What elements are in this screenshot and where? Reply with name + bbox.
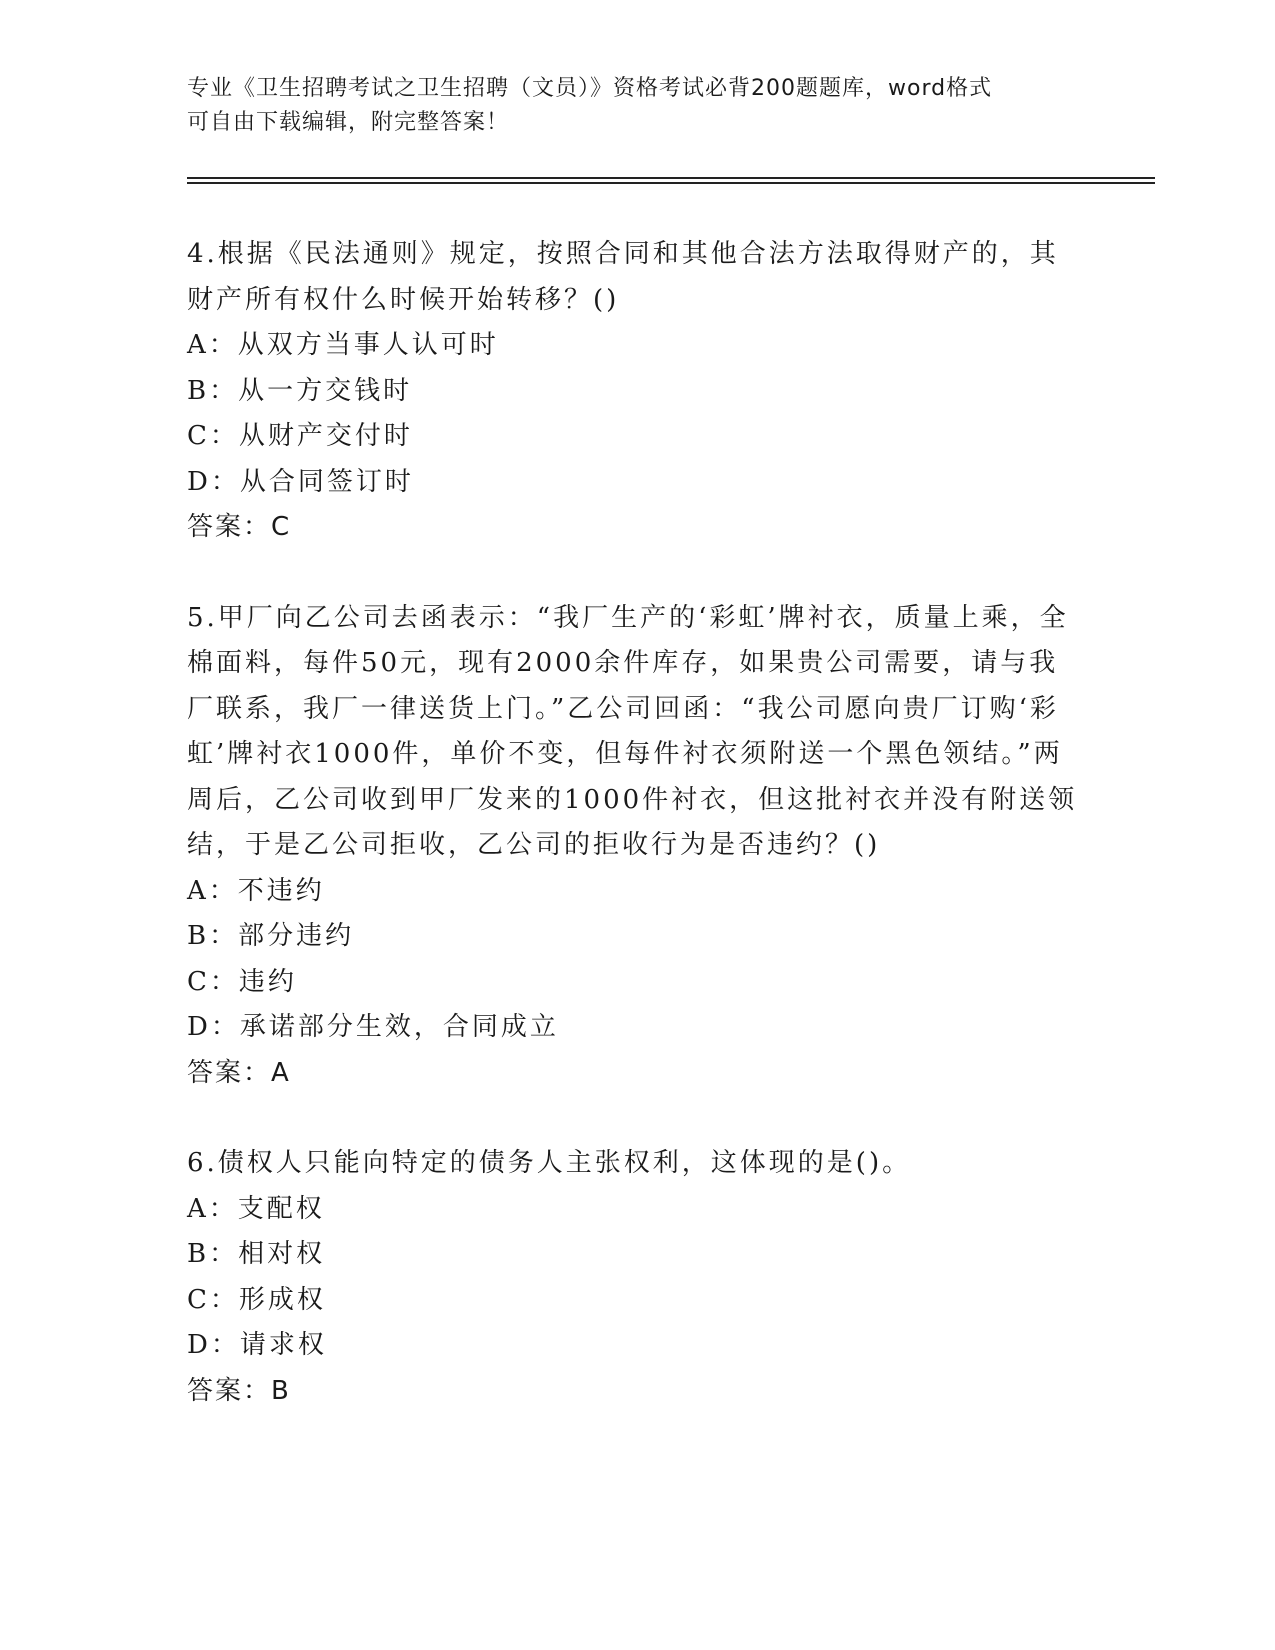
answer: 答案：B <box>187 1375 291 1406</box>
option-d: D：从合同签订时 <box>187 466 414 497</box>
option-c: C：形成权 <box>187 1284 326 1315</box>
header-divider-bottom <box>187 182 1155 184</box>
header-title-line2: 可自由下载编辑，附完整答案！ <box>187 110 510 135</box>
option-c: C：从财产交付时 <box>187 421 413 451</box>
question-list <box>187 232 1087 1459</box>
option-b: B：部分违约 <box>187 921 355 951</box>
question-6 <box>187 1141 1087 1414</box>
option-a: A：支配权 <box>187 1193 325 1224</box>
answer: 答案：C <box>187 512 292 542</box>
option-d: D：请求权 <box>187 1330 327 1360</box>
question-stem: 5.甲厂向乙公司去函表示：“我厂生产的‘彩虹’牌衬衣，质量上乘，全棉面料，每件50元，现有2000余件库存，如果贵公司需要，请与我厂联系，我厂一律送货上门。”乙公司回函：“我公司愿向贵厂订购‘彩虹’牌衬衣1000件，单价不变，但每件衬衣须附送一个黑色领结。”两周后，乙公司收到甲厂发来的1000件衬衣，但这批衬衣并没有附送领结，于是乙公司拒收，乙公司的拒收行为是否违约？() <box>187 602 1078 860</box>
option-b: B：相对权 <box>187 1239 326 1269</box>
header-divider-top <box>187 177 1155 179</box>
header-title-line1: 专业《卫生招聘考试之卫生招聘（文员）》资格考试必背200题题库，word格式 <box>187 76 993 101</box>
option-a: A：从双方当事人认可时 <box>187 330 499 360</box>
option-d: D：承诺部分生效，合同成立 <box>187 1012 559 1042</box>
question-stem: 4.根据《民法通则》规定，按照合同和其他合法方法取得财产的，其财产所有权什么时候开始转移？() <box>187 239 1059 315</box>
question-4 <box>187 232 1087 551</box>
option-c: C：违约 <box>187 966 297 997</box>
option-a: A：不违约 <box>187 875 325 906</box>
question-5 <box>187 596 1087 1097</box>
question-stem: 6.债权人只能向特定的债务人主张权利，这体现的是()。 <box>187 1148 912 1178</box>
page-header <box>187 72 1067 140</box>
option-b: B：从一方交钱时 <box>187 375 413 406</box>
answer: 答案：A <box>187 1057 291 1088</box>
